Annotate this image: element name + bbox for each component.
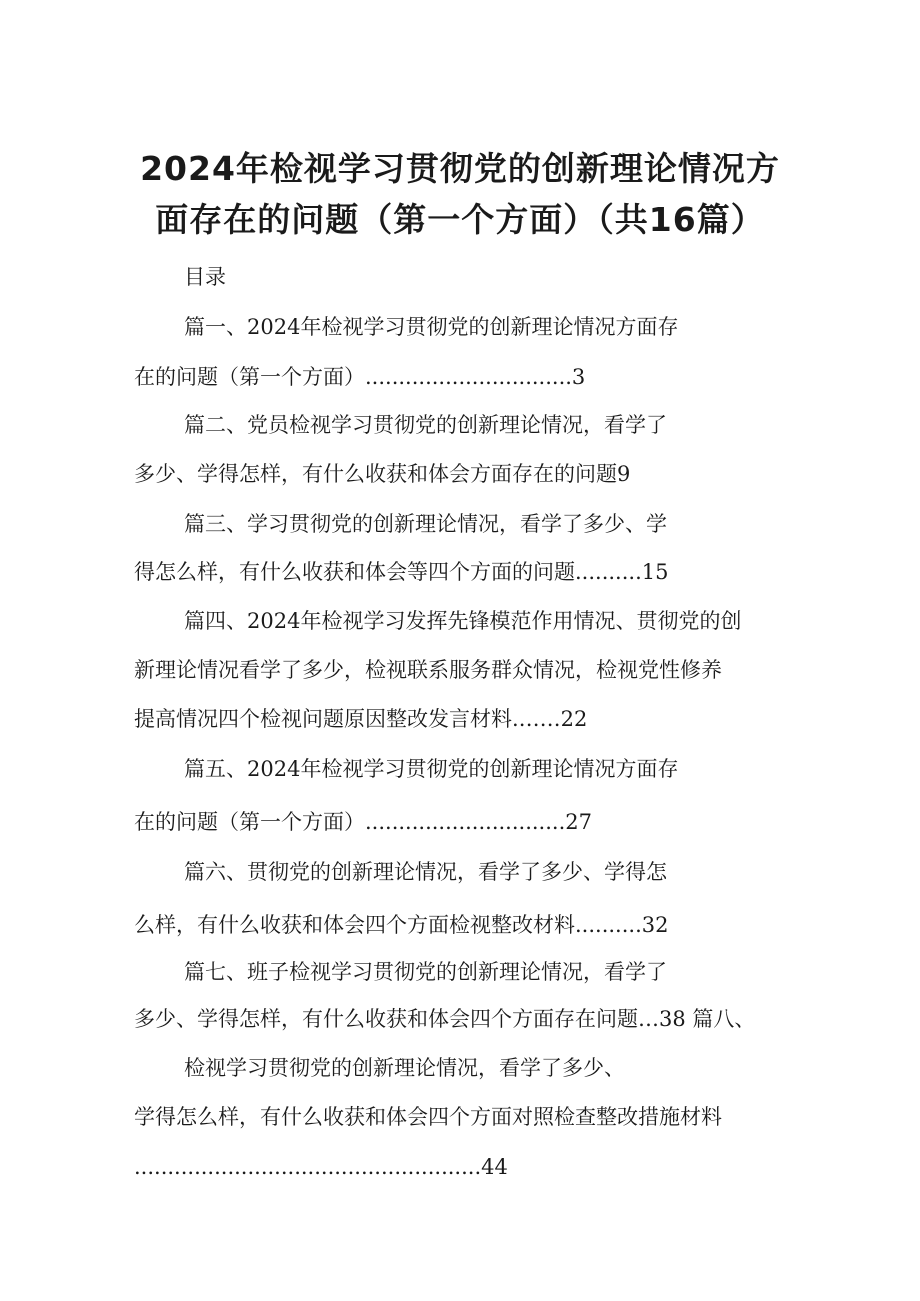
toc-entry-5-line-1[interactable]: 篇五、2024年检视学习贯彻党的创新理论情况方面存 — [184, 757, 679, 781]
toc-entry-3-line-1[interactable]: 篇三、学习贯彻党的创新理论情况，看学了多少、学 — [184, 512, 667, 536]
toc-entry-8-line-3[interactable]: ....................................................44 — [134, 1155, 508, 1179]
toc-entry-7-line-1[interactable]: 篇七、班子检视学习贯彻党的创新理论情况，看学了 — [184, 960, 667, 984]
toc-entry-6-line-2[interactable]: 么样，有什么收获和体会四个方面检视整改材料..........32 — [134, 913, 669, 937]
toc-heading: 目录 — [184, 265, 226, 289]
toc-entry-8-line-2[interactable]: 学得怎么样，有什么收获和体会四个方面对照检查整改措施材料 — [134, 1105, 722, 1129]
toc-entry-4-line-2[interactable]: 新理论情况看学了多少，检视联系服务群众情况，检视党性修养 — [134, 658, 722, 682]
toc-entry-1-line-1[interactable]: 篇一、2024年检视学习贯彻党的创新理论情况方面存 — [184, 315, 679, 339]
toc-entry-3-line-2[interactable]: 得怎么样，有什么收获和体会等四个方面的问题..........15 — [134, 560, 669, 584]
document-title-line-2: 面存在的问题（第一个方面）（共16篇） — [155, 200, 765, 239]
toc-entry-2-line-1[interactable]: 篇二、党员检视学习贯彻党的创新理论情况，看学了 — [184, 413, 667, 437]
toc-entry-8-line-1[interactable]: 检视学习贯彻党的创新理论情况，看学了多少、 — [184, 1056, 625, 1080]
toc-entry-1-line-2[interactable]: 在的问题（第一个方面）...............................3 — [134, 365, 586, 389]
toc-entry-2-line-2[interactable]: 多少、学得怎样，有什么收获和体会方面存在的问题9 — [134, 462, 631, 486]
toc-entry-4-line-3[interactable]: 提高情况四个检视问题原因整改发言材料.……22 — [134, 707, 588, 731]
toc-entry-6-line-1[interactable]: 篇六、贯彻党的创新理论情况，看学了多少、学得怎 — [184, 860, 667, 884]
toc-entry-4-line-1[interactable]: 篇四、2024年检视学习发挥先锋模范作用情况、贯彻党的创 — [184, 609, 742, 633]
toc-entry-7-line-2[interactable]: 多少、学得怎样，有什么收获和体会四个方面存在问题…38 篇八、 — [134, 1007, 756, 1031]
toc-entry-5-line-2[interactable]: 在的问题（第一个方面）..............................27 — [134, 810, 592, 834]
document-title-line-1: 2024年检视学习贯彻党的创新理论情况方 — [140, 149, 780, 188]
